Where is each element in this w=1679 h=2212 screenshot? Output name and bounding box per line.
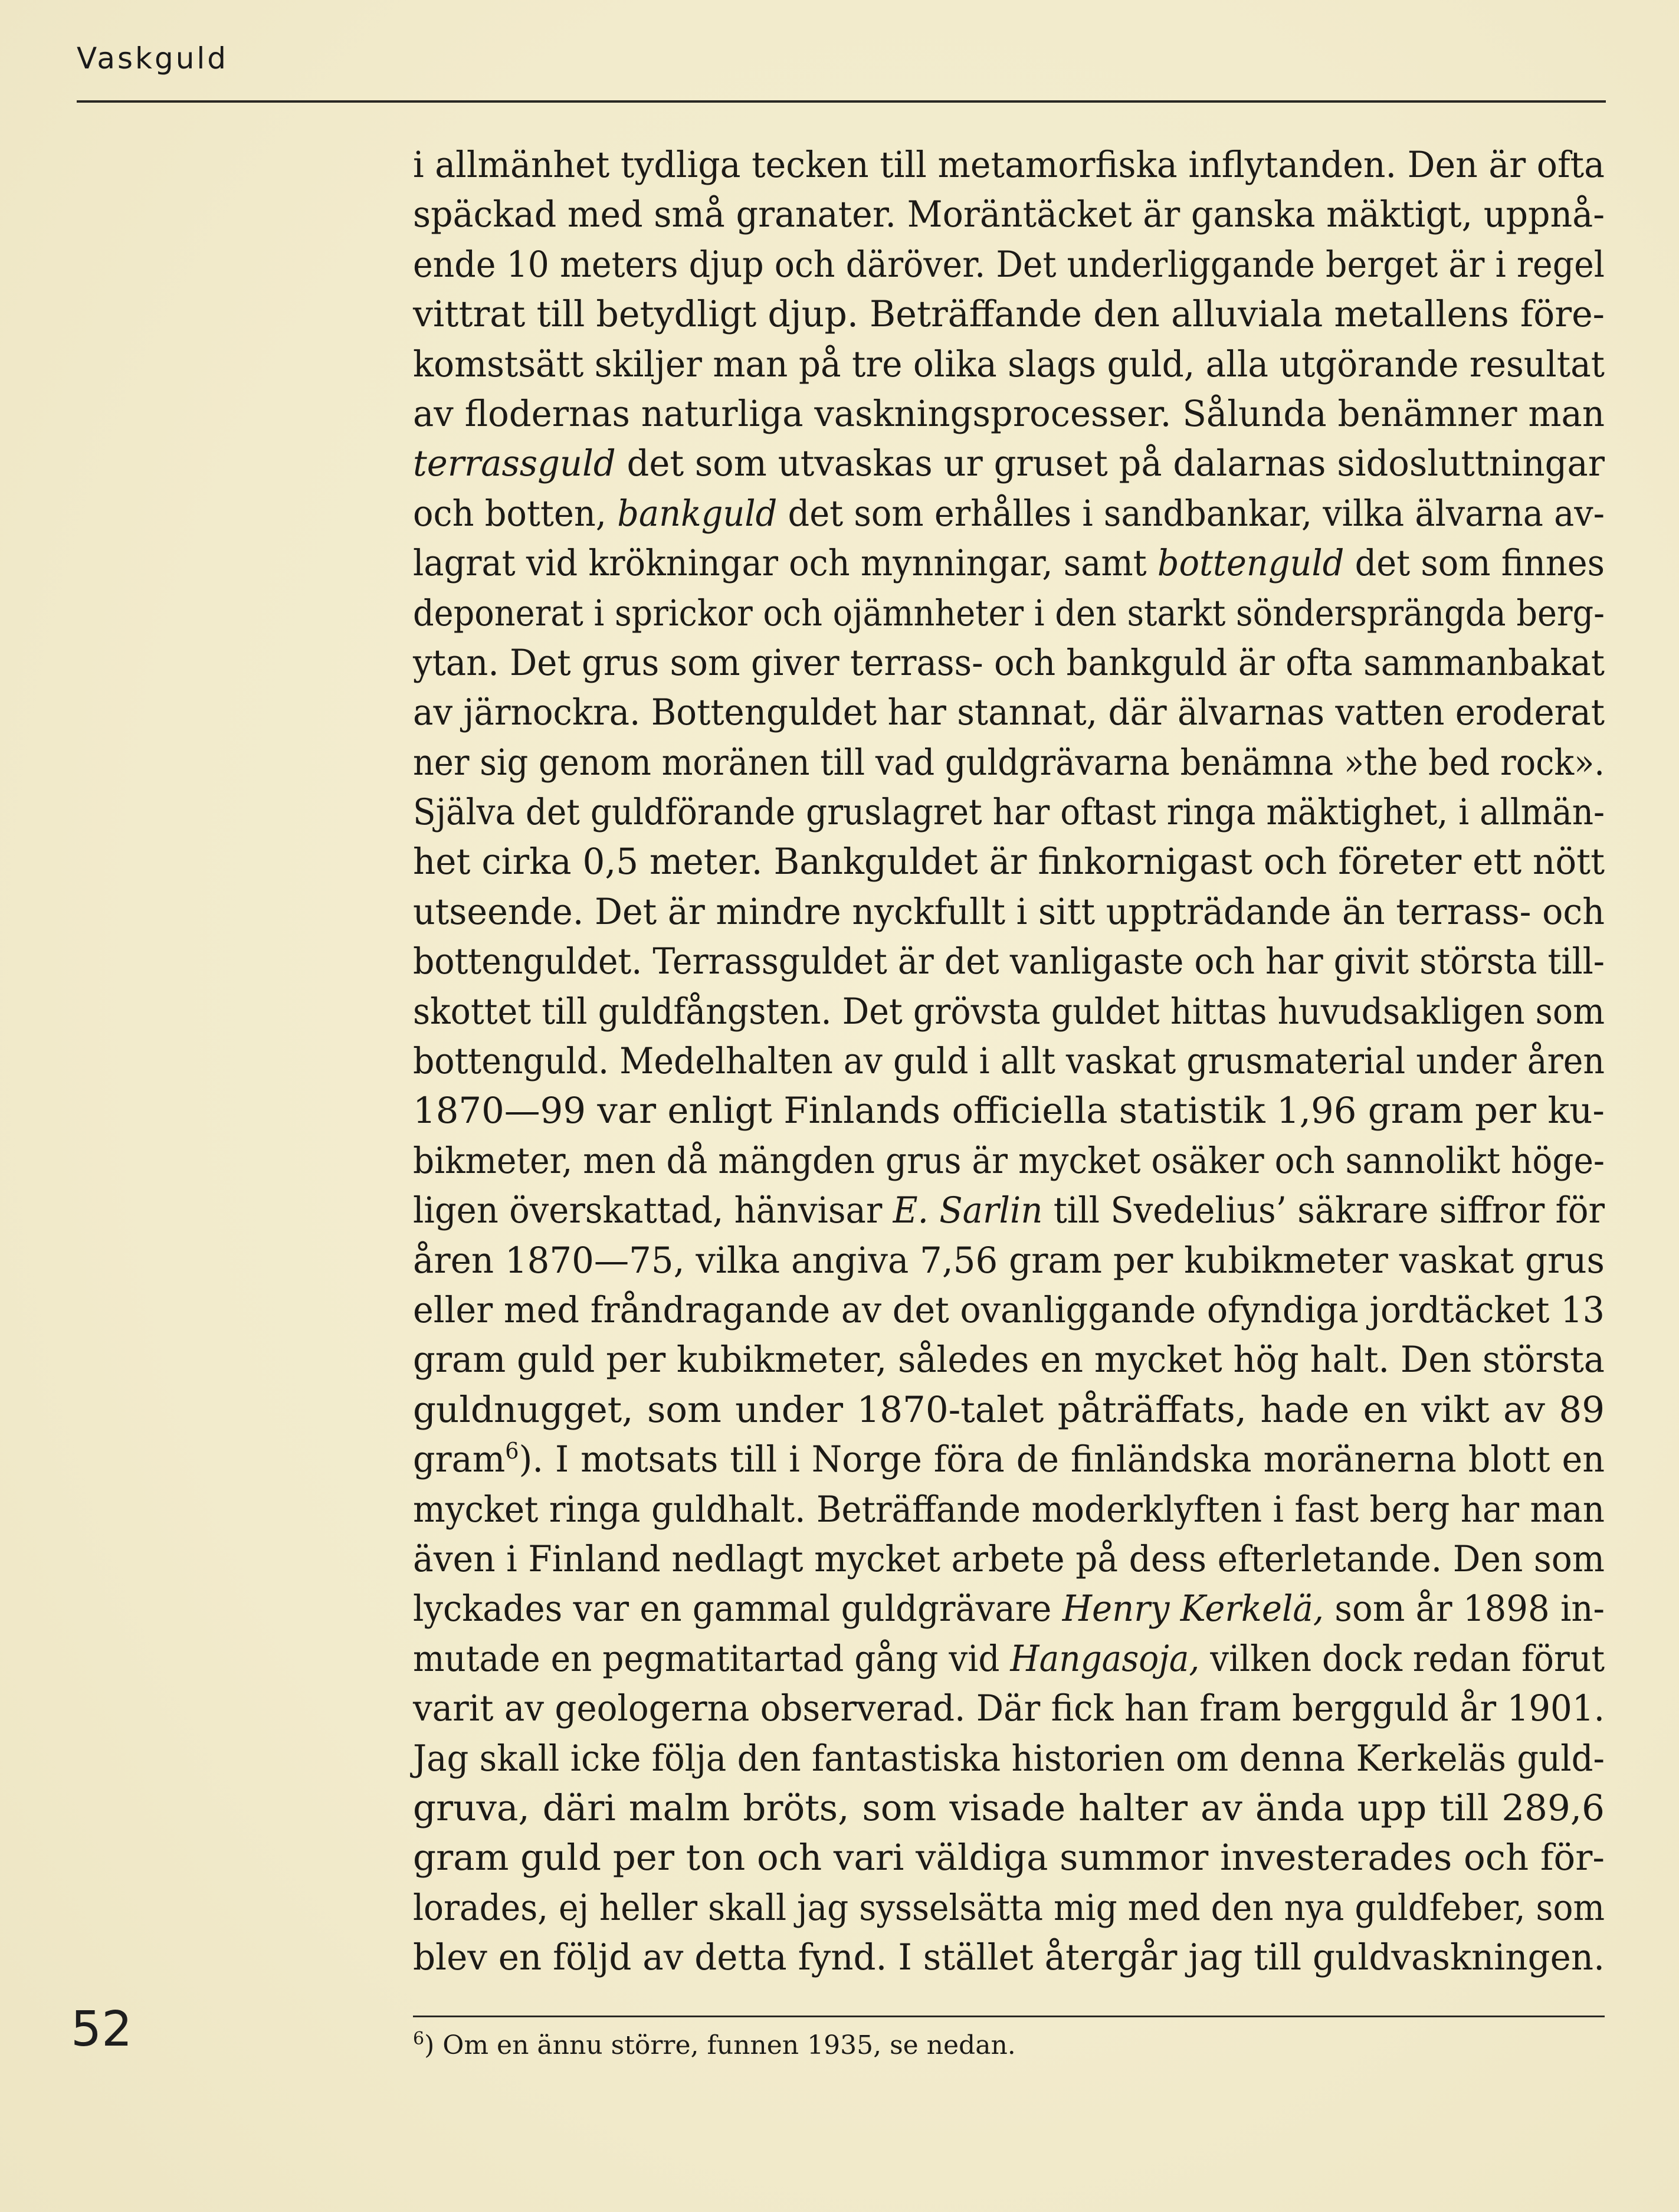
text-line bbox=[413, 539, 1605, 588]
text-line bbox=[413, 1584, 1605, 1634]
body-text bbox=[413, 140, 1605, 1982]
text-line: gram guld per kubikmeter, således en mycket hög halt. Den största bbox=[413, 1339, 1605, 1381]
text-run: mutade en pegmatitartad gång vid bbox=[413, 1637, 1011, 1680]
text-run: till Svedelius’ säkrare siffror för bbox=[1042, 1189, 1605, 1232]
text-line: Jag skall icke följa den fantastiska historien om denna Kerkeläs guld- bbox=[413, 1737, 1605, 1780]
text-line: späckad med små granater. Moräntäcket är ganska mäktigt, uppnå- bbox=[413, 194, 1605, 236]
text-run: som år 1898 in- bbox=[1324, 1588, 1605, 1630]
page-number: 52 bbox=[71, 2001, 133, 2057]
footnote-marker: 6 bbox=[413, 2029, 425, 2049]
text-line: även i Finland nedlagt mycket arbete på dess efterletande. Den som bbox=[413, 1538, 1605, 1580]
text-line bbox=[413, 489, 1605, 539]
text-line: bikmeter, men då mängden grus är mycket osäker och sannolikt höge- bbox=[413, 1139, 1605, 1182]
text-run: lyckades var en gammal guldgrävare bbox=[413, 1588, 1063, 1630]
text-line: utseende. Det är mindre nyckfullt i sitt uppträdande än terrass- och bbox=[413, 890, 1605, 933]
text-line: het cirka 0,5 meter. Bankguldet är finkornigast och företer ett nött bbox=[413, 841, 1605, 883]
header-rule bbox=[77, 100, 1606, 103]
text-run: ). I motsats till i Norge föra de finländska moränerna blott en bbox=[519, 1438, 1605, 1481]
italic-place: Hangasoja, bbox=[1010, 1637, 1200, 1680]
text-line: skottet till guldfångsten. Det grövsta guldet hittas huvudsakligen som bbox=[413, 990, 1605, 1033]
text-line: åren 1870—75, vilka angiva 7,56 gram per kubikmeter vaskat grus bbox=[413, 1239, 1605, 1282]
text-line: ner sig genom moränen till vad guldgrävarna benämna »the bed rock». bbox=[413, 741, 1605, 784]
italic-term: bottenguld bbox=[1157, 542, 1344, 585]
text-line bbox=[413, 439, 1605, 489]
italic-term: terrassguld bbox=[413, 443, 616, 485]
text-line: blev en följd av detta fynd. I stället återgår jag till guldvaskningen. bbox=[413, 1936, 1605, 1979]
text-run: och botten, bbox=[413, 492, 618, 535]
text-line bbox=[413, 1634, 1605, 1684]
text-line: lorades, ej heller skall jag sysselsätta mig med den nya guldfeber, som bbox=[413, 1886, 1605, 1929]
text-line: av flodernas naturliga vaskningsprocesser. Sålunda benämner man bbox=[413, 392, 1605, 435]
text-run: det som utvaskas ur gruset på dalarnas sidosluttningar bbox=[615, 443, 1605, 485]
running-title: Vaskguld bbox=[77, 41, 229, 76]
text-run: lagrat vid krökningar och mynningar, samt bbox=[413, 542, 1157, 585]
text-line: eller med fråndragande av det ovanliggande ofyndiga jordtäcket 13 bbox=[413, 1289, 1605, 1331]
text-line: gram guld per ton och vari väldiga summor investerades och för- bbox=[413, 1837, 1605, 1879]
text-line: varit av geologerna observerad. Där fick han fram bergguld år 1901. bbox=[413, 1687, 1605, 1730]
text-run: ligen överskattad, hänvisar bbox=[413, 1189, 893, 1232]
text-run: det som finnes bbox=[1344, 542, 1605, 585]
text-line: bottenguldet. Terrassguldet är det vanligaste och har givit största till- bbox=[413, 940, 1605, 983]
text-run: vilken dock redan förut bbox=[1199, 1637, 1605, 1680]
italic-name: E. Sarlin bbox=[893, 1189, 1043, 1232]
text-line: ytan. Det grus som giver terrass- och bankguld är ofta sammanbakat bbox=[413, 641, 1605, 684]
footnote-rule bbox=[413, 2016, 1605, 2017]
text-line bbox=[413, 1186, 1605, 1236]
text-line: Själva det guldförande gruslagret har oftast ringa mäktighet, i allmän- bbox=[413, 791, 1605, 834]
text-line: i allmänhet tydliga tecken till metamorfiska inflytanden. Den är ofta bbox=[413, 144, 1605, 186]
text-line: vittrat till betydligt djup. Beträffande den alluviala metallens före- bbox=[413, 293, 1605, 336]
text-line: gruva, däri malm bröts, som visade halter av ända upp till 289,6 bbox=[413, 1787, 1605, 1829]
text-line: mycket ringa guldhalt. Beträffande moderklyften i fast berg har man bbox=[413, 1488, 1605, 1531]
text-run: gram bbox=[413, 1438, 506, 1481]
italic-term: bankguld bbox=[617, 492, 778, 535]
text-line bbox=[413, 1435, 1605, 1485]
text-line: komstsätt skiljer man på tre olika slags guld, alla utgörande resultat bbox=[413, 343, 1605, 385]
text-line: ende 10 meters djup och däröver. Det underliggande berget är i regel bbox=[413, 243, 1605, 286]
text-line: 1870—99 var enligt Finlands officiella statistik 1,96 gram per ku- bbox=[413, 1090, 1605, 1132]
footnote-reference: 6 bbox=[505, 1438, 519, 1464]
footnote bbox=[413, 2025, 1016, 2066]
text-line: deponerat i sprickor och ojämnheter i den starkt söndersprängda berg- bbox=[413, 592, 1605, 634]
footnote-text: ) Om en ännu större, funnen 1935, se nedan. bbox=[424, 2030, 1016, 2060]
text-line: guldnugget, som under 1870-talet påträffats, hade en vikt av 89 bbox=[413, 1388, 1605, 1431]
text-line: av järnockra. Bottenguldet har stannat, där älvarnas vatten eroderat bbox=[413, 692, 1605, 734]
italic-name: Henry Kerkelä, bbox=[1062, 1588, 1324, 1630]
text-line: bottenguld. Medelhalten av guld i allt vaskat grusmaterial under åren bbox=[413, 1040, 1605, 1083]
text-run: det som erhålles i sandbankar, vilka älvarna av- bbox=[777, 492, 1605, 535]
